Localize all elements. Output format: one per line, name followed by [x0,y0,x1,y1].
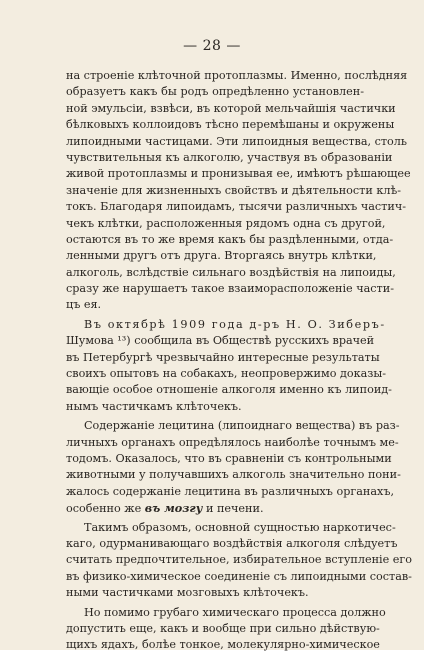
text-line: живой протоплазмы и пронизывая ее, имѣютъ рѣшающее [66,167,411,181]
text-line [66,500,364,516]
text-line: Такимъ образомъ, основной сущностью наркотичес- [84,520,396,534]
text-line: сразу же нарушаетъ такое взаиморасположеніе части- [66,282,394,296]
text-line: токъ. Благодаря липоидамъ, тысячи различныхъ частич- [66,200,406,214]
text-line: чекъ клѣтки, расположенныя рядомъ одна съ другой, [66,216,386,230]
text-line: въ физико-химическое соединеніе съ липоидными состав- [66,569,412,583]
text-line: вающіе особое отношеніе алкоголя именно къ липоид- [66,383,392,397]
text-line: на строеніе клѣточной протоплазмы. Именно, послѣдняя [66,69,408,82]
text-run: особенно же [66,502,145,516]
text-line: Шумова ¹³) сообщила въ Обществѣ русскихъ врачей [66,334,375,348]
text-line: допустить еще, какъ и вообще при сильно дѣйствую- [66,621,380,635]
text-line: личныхъ органахъ опредѣлялось наиболѣе точнымъ ме- [66,435,399,449]
paragraph-1 [66,68,411,314]
text-line: каго, одурманивающаго воздѣйствія алкоголя слѣдуетъ [66,536,398,550]
text-line: нымъ частичкамъ клѣточекъ. [66,399,242,413]
paragraph-2 [66,317,392,415]
text-line: образуетъ какъ бы родъ опредѣленно установлен- [66,85,364,99]
text-line: тодомъ. Оказалось, что въ сравненіи съ контрольными [66,451,392,465]
text-line: Но помимо грубаго химическаго процесса должно [84,605,386,619]
paragraph-3 [66,418,401,516]
paragraph-5 [66,605,386,654]
text-line: бѣлковыхъ коллоидовъ тѣсно перемѣшаны и окружены [66,118,395,132]
text-line: считать предпочтительное, избирательное вступленіе его [66,553,413,567]
text-line: ными частичками мозговыхъ клѣточекъ. [66,586,309,600]
text-line: Въ октябрѣ 1909 года д-ръ Н. О. Зиберъ- [84,317,386,331]
text-line: ленными другъ отъ друга. Вторгаясь внутрь клѣтки, [66,249,377,263]
text-line: значеніе для жизненныхъ свойствъ и дѣятельности клѣ- [66,183,401,197]
page-number: — 28 — [183,38,241,54]
paragraph-4 [66,520,413,602]
text-line: животными у получавшихъ алкоголь значительно пони- [66,468,401,482]
text-line: цъ ея. [66,298,102,312]
text-run: и печени. [202,502,264,516]
text-line: остаются въ то же время какъ бы раздѣленными, отда- [66,232,394,246]
emphasis-text: въ мозгу [144,501,203,516]
text-line: Содержаніе лецитина (липоиднаго вещества) въ раз- [84,419,400,433]
text-line: липоидными частицами. Эти липоидныя вещества, столь [66,134,407,148]
text-line: щихъ ядахъ, болѣе тонкое, молекулярно-химическое [66,638,380,652]
text-line: чувствительныя къ алкоголю, участвуя въ образованіи [66,150,393,164]
text-line: въ Петербургѣ чрезвычайно интересные результаты [66,350,380,364]
text-line: своихъ опытовъ на собакахъ, неопровержимо доказы- [66,367,387,381]
text-line: алкоголь, вслѣдствіе сильнаго воздѣйствія на липоиды, [66,265,396,279]
text-line: жалось содержаніе лецитина въ различныхъ органахъ, [66,484,395,498]
text-line: ной эмульсіи, взвѣси, въ которой мельчайшія частички [66,101,396,115]
body-text [66,68,413,654]
